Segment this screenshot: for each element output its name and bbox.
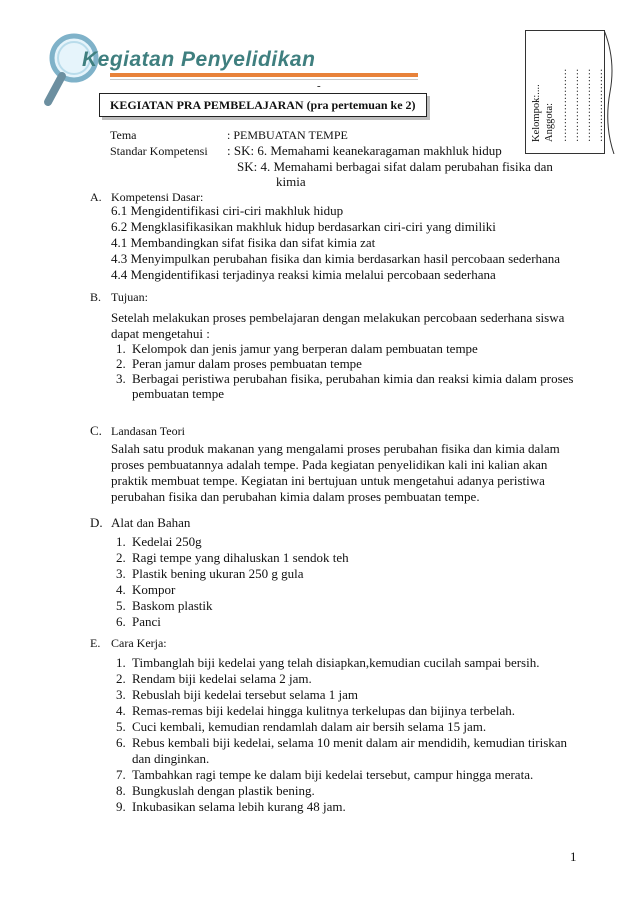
step-item: 1. Timbanglah biji kedelai yang telah disiapkan,kemudian cucilah sampai bersih. [116,655,540,670]
step-item: 5. Cuci kembali, kemudian rendamlah dalam air bersih selama 15 jam. [116,719,487,734]
section-d-title: Alat dan Bahan [111,515,191,530]
sk-line-3: kimia [276,174,306,189]
activity-title: KEGIATAN PRA PEMBELAJARAN (pra pertemuan ke 2) [110,97,416,112]
section-a-letter: A. [90,190,102,204]
kd-item: 4.3 Menyimpulkan perubahan fisika dan kimia berdasarkan hasil percobaan sederhana [111,251,561,266]
sk-label: Standar Kompetensi [110,144,208,158]
alat-item: 1. Kedelai 250g [116,534,202,549]
sk-line-1: : SK: 6. Memahami keanekaragaman makhluk hidup [227,143,502,158]
step-item: 8. Bungkuslah dengan plastik bening. [116,783,315,798]
section-d-letter: D. [90,515,103,530]
banner-underline [110,73,418,77]
tujuan-item: 3. Berbagai peristiwa perubahan fisika, perubahan kimia dan reaksi kimia dalam proses [116,371,574,386]
member-line-4: ………………… [594,68,605,142]
section-c-letter: C. [90,423,102,438]
kd-item: 4.4 Mengidentifikasi terjadinya reaksi kimia melalui percobaan sederhana [111,267,496,282]
step-item: 3. Rebuslah biji kedelai tersebut selama 1 jam [116,687,358,702]
section-b-title: Tujuan: [111,290,148,304]
section-a-title: Kompetensi Dasar: [111,190,204,204]
step-item: 4. Remas-remas biji kedelai hingga kulitnya terkelupas dan bijinya terbelah. [116,703,516,718]
teori-line: Salah satu produk makanan yang mengalami proses perubahan fisika dan kimia dalam [111,441,560,456]
kd-item: 4.1 Membandingkan sifat fisika dan sifat kimia zat [111,235,376,250]
alat-item: 4. Kompor [116,582,176,597]
step-item: 7. Tambahkan ragi tempe ke dalam biji kedelai tersebut, campur hingga merata. [116,767,534,782]
page-number: 1 [570,849,577,864]
step-item: 6. Rebus kembali biji kedelai, selama 10 menit dalam air mendidih, kemudian tiriskan [116,735,568,750]
members-label: Anggota: [544,102,555,142]
tujuan-item: 2. Peran jamur dalam proses pembuatan tempe [116,356,362,371]
alat-item: 2. Ragi tempe yang dihaluskan 1 sendok teh [116,550,349,565]
step-item: 2. Rendam biji kedelai selama 2 jam. [116,671,312,686]
kd-item: 6.1 Mengidentifikasi ciri-ciri makhluk hidup [111,203,344,218]
section-e-title: Cara Kerja: [111,636,167,650]
member-line-3: ………………… [582,68,593,142]
alat-item: 6. Panci [116,614,161,629]
tujuan-item-cont: pembuatan tempe [132,386,225,401]
member-line-1: ………………… [558,68,569,142]
banner-divider [110,79,418,80]
kd-item: 6.2 Mengklasifikasikan makhluk hidup berdasarkan ciri-ciri yang dimiliki [111,219,496,234]
section-b-letter: B. [90,290,102,304]
section-c-title: Landasan Teori [111,424,185,438]
tema-value: : PEMBUATAN TEMPE [227,128,348,142]
section-e-letter: E. [90,636,101,650]
tujuan-intro: Setelah melakukan proses pembelajaran dengan melakukan percobaan sederhana siswa [111,310,565,325]
step-item-cont: dan dinginkan. [132,751,210,766]
tujuan-item: 1. Kelompok dan jenis jamur yang berperan dalam pembuatan tempe [116,341,478,356]
teori-line: perubahan fisika dan perubahan kimia dalam proses pembuatan tempe. [111,489,480,504]
tujuan-intro-2: dapat mengetahui : [111,326,210,341]
alat-item: 5. Baskom plastik [116,598,213,613]
member-line-2: ………………… [570,68,581,142]
sk-line-2: SK: 4. Memahami berbagai sifat dalam perubahan fisika dan [237,159,553,174]
alat-item: 3. Plastik bening ukuran 250 g gula [116,566,304,581]
header-dash: - [317,80,321,92]
step-item: 9. Inkubasikan selama lebih kurang 48 jam. [116,799,346,814]
activity-title-box [99,93,427,117]
banner-title: Kegiatan Penyelidikan [82,48,316,71]
teori-line: praktik membuat tempe. Kegiatan ini bertujuan untuk mengetahui adanya peristiwa [111,473,545,488]
teori-line: proses pembuatannya adalah tempe. Pada kegiatan penyelidikan kali ini kalian akan [111,457,548,472]
group-label: Kelompok:.... [531,84,542,142]
box-fold-edge [604,30,624,154]
tema-label: Tema [110,128,137,142]
